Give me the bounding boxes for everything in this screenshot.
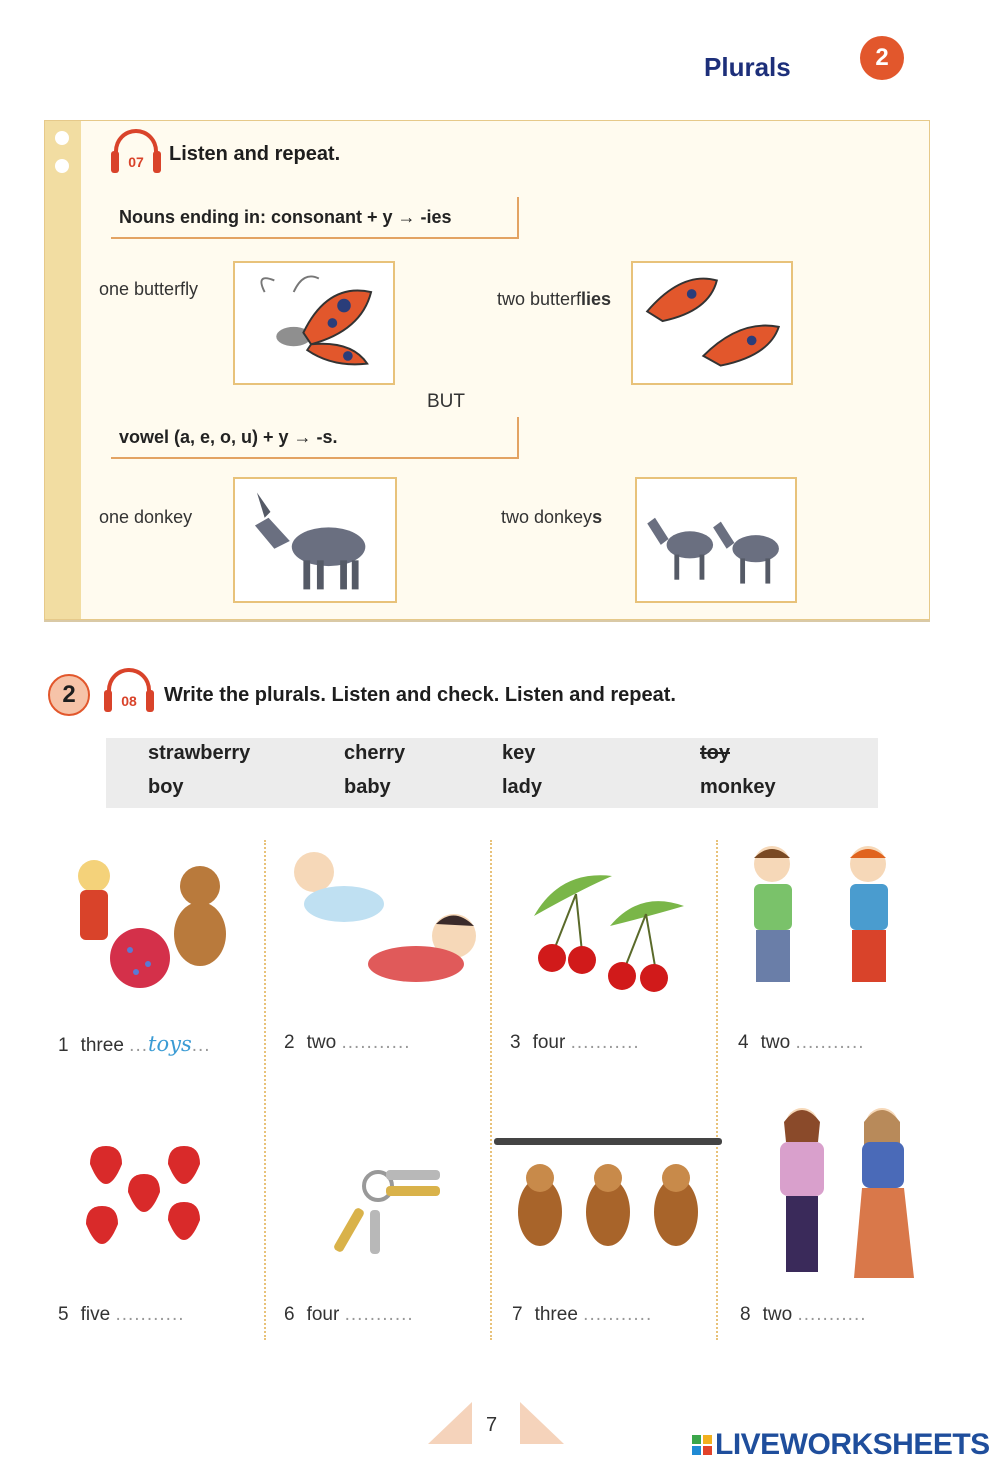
page-number: 7	[486, 1414, 498, 1436]
label-one-donkey: one donkey	[99, 507, 193, 527]
exercise-item-6: 6 four ...........	[284, 1304, 414, 1325]
exercise-item-4: 4 two ...........	[738, 1032, 865, 1053]
donkey-image	[233, 477, 397, 603]
answer-field-3[interactable]: ...........	[570, 1032, 640, 1053]
answer-field-6[interactable]: ...........	[344, 1304, 414, 1325]
liveworksheets-logo[interactable]: LIVEWORKSHEETS	[692, 1428, 990, 1462]
word-bank-item: key	[502, 742, 536, 764]
label-two-donkeys: two donkeys	[501, 507, 603, 527]
label-two-butterflies: two butterflies	[497, 289, 612, 309]
boys-picture	[738, 840, 918, 1006]
track-number: 07	[128, 154, 144, 170]
word-bank-item: cherry	[344, 742, 406, 764]
label-one-butterfly: one butterfly	[99, 279, 199, 299]
column-divider	[490, 840, 492, 1340]
exercise-item-7: 7 three ...........	[512, 1304, 653, 1325]
headphones-audio-icon[interactable]	[104, 666, 154, 716]
instruction-listen-repeat: Listen and repeat.	[169, 143, 341, 165]
cherries-picture	[520, 860, 700, 1000]
word-bank-item: baby	[344, 776, 391, 798]
word-bank-item: strawberry	[148, 742, 251, 764]
exercise-item-5: 5 five ...........	[58, 1304, 185, 1325]
track-number: 08	[121, 693, 137, 709]
monkeys-picture	[494, 1132, 722, 1274]
binder-hole	[55, 131, 69, 145]
logo-icon	[692, 1435, 712, 1455]
word-bank-item: lady	[502, 776, 543, 798]
unit-number-badge: 2	[860, 36, 904, 80]
page-title: Plurals	[704, 52, 791, 82]
page-tab-right	[520, 1402, 564, 1444]
word-bank-item-crossed: toy	[700, 742, 730, 764]
keys-picture	[326, 1156, 450, 1260]
answer-field-1[interactable]: toys	[148, 1032, 192, 1056]
rule-consonant-y: Nouns ending in: consonant + y → -ies	[111, 197, 519, 239]
exercise-item-2: 2 two ...........	[284, 1032, 411, 1053]
word-bank	[106, 738, 878, 808]
exercise-item-3: 3 four ...........	[510, 1032, 640, 1053]
headphones-audio-icon[interactable]	[111, 127, 161, 177]
two-donkeys-image	[635, 477, 797, 603]
instruction-write-plurals: Write the plurals. Listen and check. Listen and repeat.	[164, 684, 676, 706]
grammar-box	[44, 120, 930, 620]
exercise-item-8: 8 two ...........	[740, 1304, 867, 1325]
answer-field-2[interactable]: ...........	[341, 1032, 411, 1053]
binder-hole	[55, 159, 69, 173]
babies-picture	[278, 846, 482, 996]
binder-strip	[45, 121, 81, 619]
rule-vowel-y: vowel (a, e, o, u) + y → -s.	[111, 417, 519, 459]
page-tab-left	[428, 1402, 472, 1444]
exercise-item-1: 1 three ...toys...	[58, 1032, 211, 1056]
answer-field-4[interactable]: ...........	[795, 1032, 865, 1053]
answer-field-7[interactable]: ...........	[583, 1304, 653, 1325]
toys-picture	[60, 846, 250, 996]
ladies-picture	[766, 1102, 924, 1288]
butterfly-image	[233, 261, 395, 385]
answer-field-8[interactable]: ...........	[797, 1304, 867, 1325]
column-divider	[264, 840, 266, 1340]
answer-field-5[interactable]: ...........	[115, 1304, 185, 1325]
exercise-number-badge: 2	[48, 674, 90, 716]
word-bank-item: boy	[148, 776, 184, 798]
word-bank-item: monkey	[700, 776, 776, 798]
two-butterflies-image	[631, 261, 793, 385]
but-label: BUT	[427, 391, 465, 412]
strawberries-picture	[78, 1140, 208, 1250]
